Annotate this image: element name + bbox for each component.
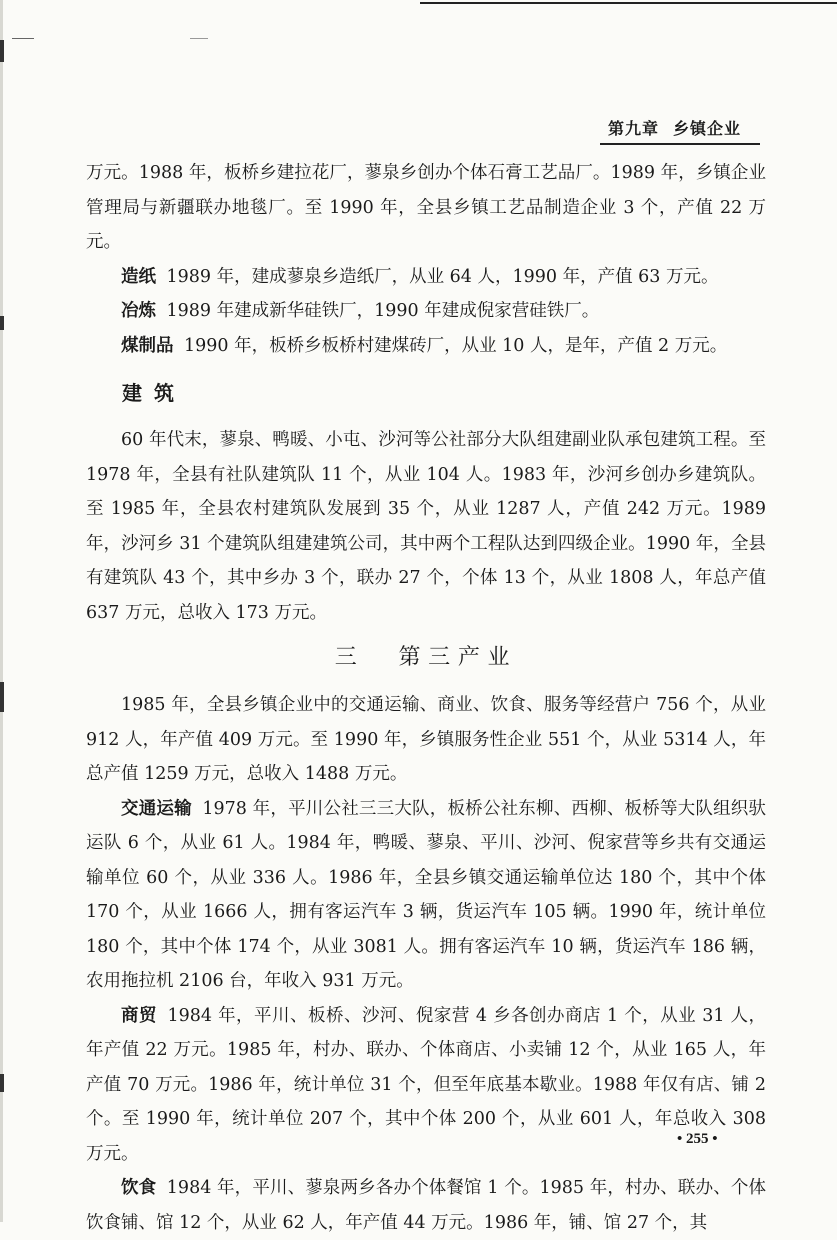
running-head: [608, 116, 741, 139]
running-head-rule: [600, 143, 760, 145]
scan-edge-tick: [0, 316, 4, 330]
running-head-chapter: 第九章: [608, 119, 660, 138]
item-smelting: [86, 294, 766, 329]
page-body: [86, 156, 766, 1240]
item-text: 1984 年，平川、蓼泉两乡各办个体餐馆 1 个。1985 年，村办、联办、个体饮食铺、馆 12 个，从业 62 人，年产值 44 万元。1986 年，铺、馆 27 个，其: [86, 1178, 767, 1233]
item-term: 冶炼: [121, 301, 156, 321]
scan-mark: [12, 38, 34, 39]
paragraph-continuation: 万元。1988 年，板桥乡建拉花厂，蓼泉乡创办个体石膏工艺品厂。1989 年，乡镇企业管理局与新疆联办地毯厂。至 1990 年，全县乡镇工艺品制造企业 3 个，产值 22 万元。: [86, 163, 766, 252]
chapter-heading: [86, 636, 766, 680]
item-text: 1984 年，平川、板桥、沙河、倪家营 4 乡各创办商店 1 个，从业 31 人，年产值 22 万元。1985 年，村办、联办、个体商店、小卖铺 12 个，从业 165 人，年产值 70 万元。1986 年，统计单位 31 个，但至年底基本歇业。1988 年仅有店、铺 2 个。至 1990 年，统计单位 207 个，其中个体 200 个，从业 601 人，年总收入 308 万元。: [86, 1005, 767, 1164]
paragraph-construction: 60 年代末，蓼泉、鸭暖、小屯、沙河等公社部分大队组建副业队承包建筑工程。至 1978 年，全县有社队建筑队 11 个，从业 104 人。1983 年，沙河乡创办乡建筑队。至 1985 年，全县农村建筑队发展到 35 个，从业 1287 人，产值 242 万元。1989 年，沙河乡 31 个建筑队组建建筑公司，其中两个工程队达到四级企业。1990 年，全县有建筑队 43 个，其中乡办 3 个，联办 27 个，个体 13 个，从业 1808 人，年总产值 637 万元，总收入 173 万元。: [86, 430, 767, 623]
item-text: 1978 年，平川公社三三大队，板桥公社东柳、西柳、板桥等大队组织驮运队 6 个，从业 61 人。1984 年，鸭暖、蓼泉、平川、沙河、倪家营等乡共有交通运输单位 60 个，从业 336 人。1986 年，全县乡镇交通运输单位达 180 个，其中个体 170 个，从业 1666 人，拥有客运汽车 3 辆，货运汽车 105 辆。1990 年，统计单位 180 个，其中个体 174 个，从业 3081 人。拥有客运汽车 10 辆，货运汽车 186 辆，农用拖拉机 2106 台，年收入 931 万元。: [86, 798, 766, 991]
scan-edge-tick: [0, 682, 4, 712]
running-head-title: 乡镇企业: [673, 119, 742, 138]
paragraph-tertiary-intro: 1985 年，全县乡镇企业中的交通运输、商业、饮食、服务等经营户 756 个，从业 912 人，年产值 409 万元。至 1990 年，乡镇服务性企业 551 个，从业 5314 人，年总产值 1259 万元，总收入 1488 万元。: [86, 695, 766, 784]
item-term: 造纸: [121, 266, 156, 287]
chapter-title: 第三产业: [398, 645, 518, 670]
item-coal-products: [86, 329, 766, 364]
item-catering: [86, 1171, 766, 1240]
section-heading-construction: 建筑: [122, 381, 186, 405]
item-paper: [86, 260, 766, 295]
chapter-number: 三: [334, 645, 365, 670]
scan-top-rule: [420, 2, 837, 4]
item-text: 1989 年建成新华硅铁厂，1990 年建成倪家营硅铁厂。: [166, 301, 600, 321]
scan-left-edge: [0, 0, 3, 1222]
item-text: 1989 年，建成蓼泉乡造纸厂，从业 64 人，1990 年，产值 63 万元。: [166, 266, 719, 287]
item-term: 饮食: [121, 1178, 157, 1198]
item-commerce: [86, 999, 766, 1172]
item-transport: [86, 792, 766, 999]
scan-edge-tick: [0, 1074, 4, 1092]
item-term: 商贸: [121, 1005, 157, 1026]
scan-mark: [190, 38, 208, 39]
page-number: • 255 •: [677, 1131, 718, 1147]
item-term: 煤制品: [121, 335, 174, 356]
item-text: 1990 年，板桥乡板桥村建煤砖厂，从业 10 人，是年，产值 2 万元。: [184, 335, 728, 356]
item-term: 交通运输: [121, 798, 192, 819]
scan-edge-tick: [0, 40, 4, 62]
